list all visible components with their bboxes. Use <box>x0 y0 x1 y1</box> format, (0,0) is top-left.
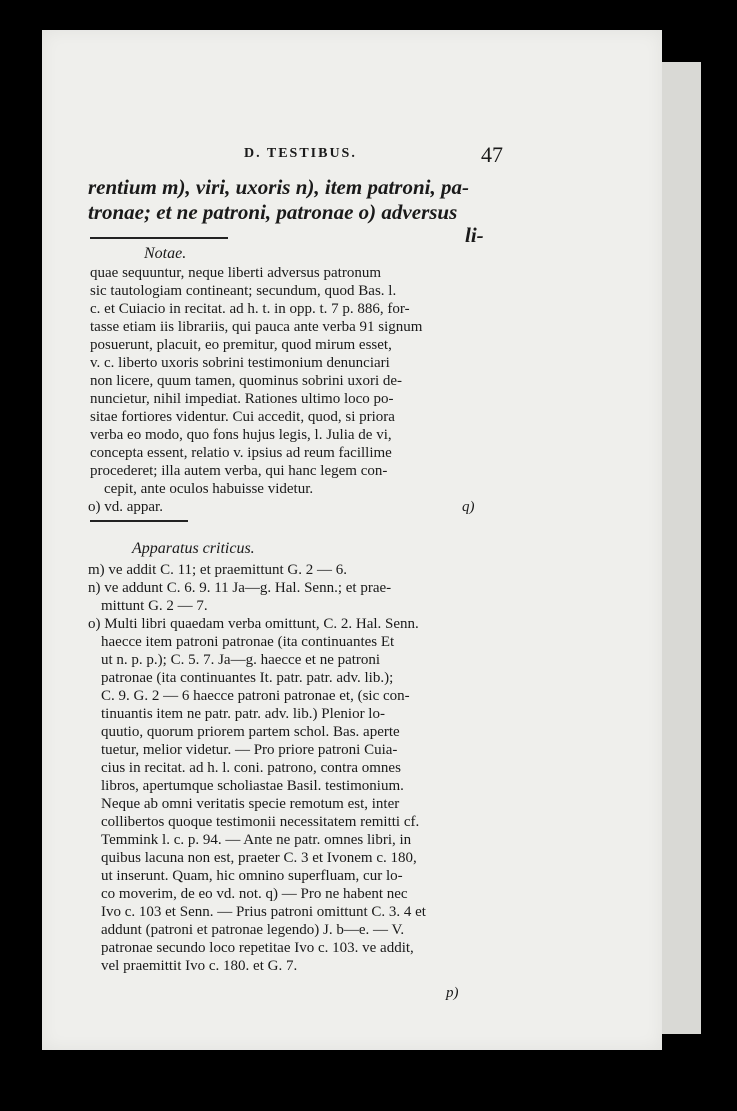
apparatus-line: co moverim, de eo vd. not. q) — Pro ne habent nec <box>101 886 408 902</box>
apparatus-line: mittunt G. 2 — 7. <box>101 598 208 614</box>
apparatus-line: n) ve addunt C. 6. 9. 11 Ja—g. Hal. Senn.; et prae- <box>88 580 392 596</box>
note-line: verba eo modo, quo fons hujus legis, l. Julia de vi, <box>90 427 392 443</box>
note-line: o) vd. appar. <box>88 499 163 515</box>
note-line: tasse etiam iis librariis, qui pauca ante verba 91 signum <box>90 319 423 335</box>
apparatus-line: tinuantis item ne patr. patr. adv. lib.) Plenior lo- <box>101 706 385 722</box>
apparatus-line: collibertos quoque testimonii necessitatem remitti cf. <box>101 814 420 830</box>
note-line: quae sequuntur, neque liberti adversus patronum <box>90 265 381 281</box>
apparatus-line: Neque ab omni veritatis specie remotum est, inter <box>101 796 400 812</box>
note-line: posuerunt, placuit, eo premitur, quod mirum esset, <box>90 337 392 353</box>
apparatus-line: ut inserunt. Quam, hic omnino superfluam, cur lo- <box>101 868 403 884</box>
apparatus-line: libros, apertumque scholiastae Basil. testimonium. <box>101 778 404 794</box>
apparatus-line: addunt (patroni et patronae legendo) J. b—e. — V. <box>101 922 405 938</box>
apparatus-line: quibus lacuna non est, praeter C. 3 et Ivonem c. 180, <box>101 850 417 866</box>
apparatus-line: m) ve addit C. 11; et praemittunt G. 2 — 6. <box>88 562 347 578</box>
notae-catchword: q) <box>462 499 475 515</box>
apparatus-line: quutio, quorum priorem partem schol. Bas. aperte <box>101 724 400 740</box>
apparatus-line: ut n. p. p.); C. 5. 7. Ja—g. haecce et ne patroni <box>101 652 381 668</box>
note-line: c. et Cuiacio in recitat. ad h. t. in opp. t. 7 p. 886, for- <box>90 301 410 317</box>
note-line: cepit, ante oculos habuisse videtur. <box>104 481 314 497</box>
apparatus-title: Apparatus criticus. <box>132 540 255 557</box>
apparatus-line: Temmink l. c. p. 94. — Ante ne patr. omnes libri, in <box>101 832 412 848</box>
note-line: sic tautologiam contineant; secundum, quod Bas. l. <box>90 283 397 299</box>
apparatus-line: tuetur, melior videtur. — Pro priore patroni Cuia- <box>101 742 398 758</box>
apparatus-catchword: p) <box>446 985 459 1001</box>
note-line: procederet; illa autem verba, qui hanc legem con- <box>90 463 388 479</box>
apparatus-line: patronae secundo loco repetitae Ivo c. 103. ve addit, <box>101 940 414 956</box>
apparatus-rule <box>90 520 188 522</box>
apparatus-line: patronae (ita continuantes It. patr. patr. adv. lib.); <box>101 670 394 686</box>
main-text-line: tronae; et ne patroni, patronae o) adversus <box>88 200 458 224</box>
note-line: concepta essent, relatio v. ipsius ad reum facillime <box>90 445 392 461</box>
apparatus-line: vel praemittit Ivo c. 180. et G. 7. <box>101 958 298 974</box>
apparatus-line: Ivo c. 103 et Senn. — Prius patroni omittunt C. 3. 4 et <box>101 904 426 920</box>
note-line: non licere, quum tamen, quominus sobrini uxori de- <box>90 373 403 389</box>
note-line: sitae fortiores videntur. Cui accedit, quod, si priora <box>90 409 395 425</box>
apparatus-line: C. 9. G. 2 — 6 haecce patroni patronae et, (sic con- <box>101 688 410 704</box>
main-text-line: li- <box>465 223 484 247</box>
note-line: nuncietur, nihil impediat. Rationes ultimo loco po- <box>90 391 394 407</box>
page-number: 47 <box>481 142 503 167</box>
apparatus-line: cius in recitat. ad h. l. coni. patrono, contra omnes <box>101 760 401 776</box>
notae-title: Notae. <box>144 245 187 262</box>
apparatus-line: haecce item patroni patronae (ita continuantes Et <box>101 634 395 650</box>
main-text-line: rentium m), viri, uxoris n), item patroni, pa- <box>88 175 469 199</box>
apparatus-line: o) Multi libri quaedam verba omittunt, C. 2. Hal. Senn. <box>88 616 419 632</box>
notes-rule <box>90 237 228 239</box>
note-line: v. c. liberto uxoris sobrini testimonium denunciari <box>90 355 390 371</box>
running-head: D. TESTIBUS. <box>244 146 357 161</box>
